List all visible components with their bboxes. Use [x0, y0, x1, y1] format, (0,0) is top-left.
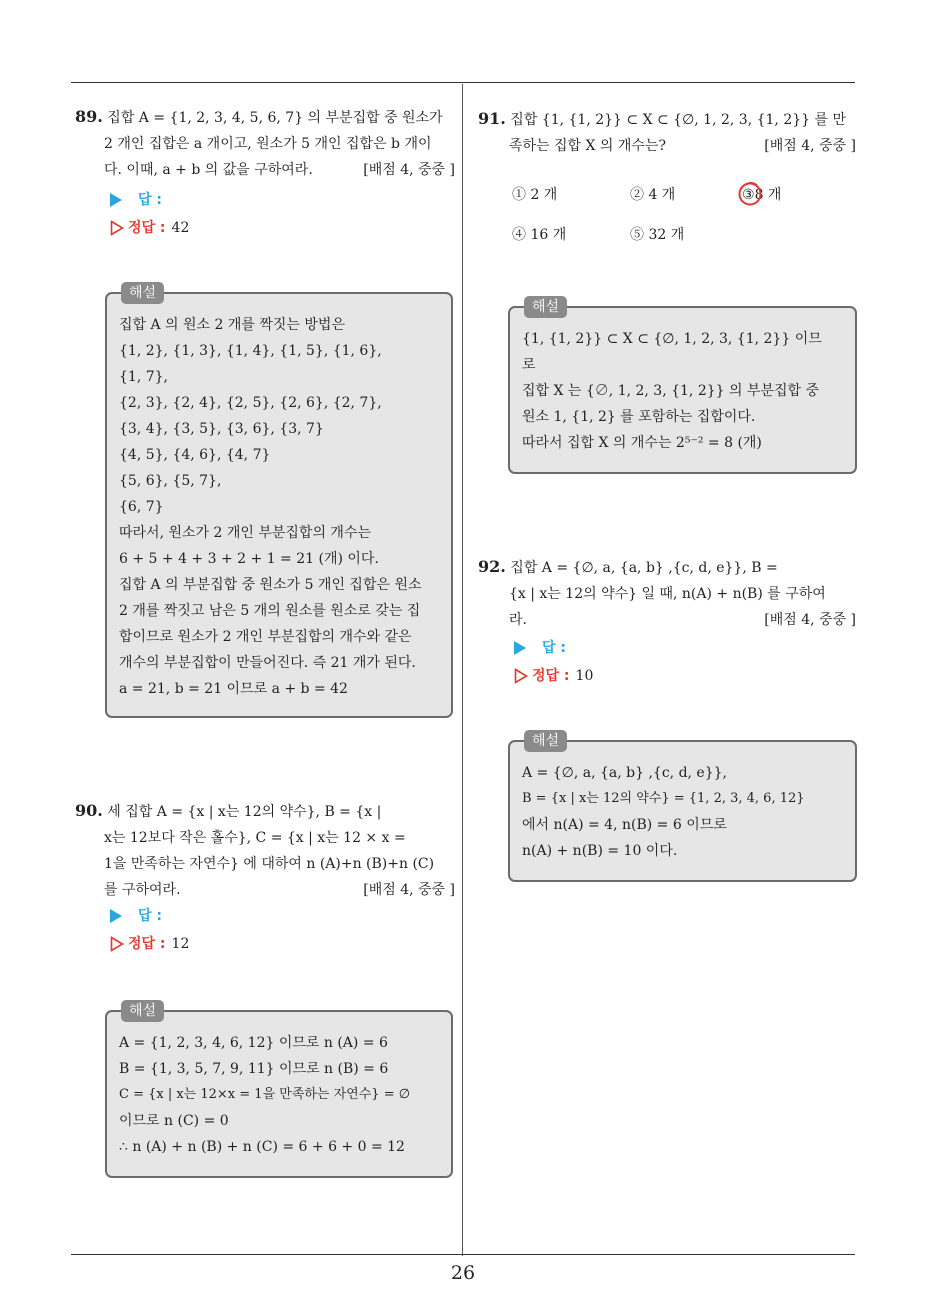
problem-text-line: 다. 이때, a + b 의 값을 구하여라.: [104, 162, 313, 178]
score-meta: [배점 4, 중중 ]: [363, 162, 455, 178]
problem-text-line: 집합 A = {∅, a, {a, b} ,{c, d, e}}, B =: [510, 560, 778, 576]
problem-number: 89.: [75, 107, 103, 126]
explanation-line: 2 개를 짝짓고 남은 5 개의 원소를 원소로 갖는 집: [119, 603, 421, 619]
correct-label: 정답 :: [532, 668, 570, 684]
explanation-line: {1, 7},: [119, 369, 168, 385]
problem-text-line: 집합 {1, {1, 2}} ⊂ X ⊂ {∅, 1, 2, 3, {1, 2}} 를 만: [510, 112, 846, 128]
problem-text-line: 1을 만족하는 자연수} 에 대하여 n (A)+n (B)+n (C): [104, 856, 435, 872]
choice-4[interactable]: [512, 225, 566, 245]
correct-value: 42: [171, 220, 190, 236]
explanation-line: 개수의 부분집합이 만들어진다. 즉 21 개가 된다.: [119, 655, 416, 671]
explanation-box-91: [508, 299, 857, 474]
correct-label: 정답 :: [128, 220, 166, 236]
explanation-line: 따라서 집합 X 의 개수는 2⁵⁻² = 8 (개): [522, 435, 762, 451]
problem-text-line: 2 개인 집합은 a 개이고, 원소가 5 개인 집합은 b 개이: [104, 136, 432, 152]
explanation-line: {5, 6}, {5, 7},: [119, 473, 222, 489]
choice-text: 16 개: [530, 227, 567, 243]
explanation-line: {2, 3}, {2, 4}, {2, 5}, {2, 6}, {2, 7},: [119, 395, 382, 411]
choice-1[interactable]: [512, 185, 557, 205]
explanation-line: B = {1, 3, 5, 7, 9, 11} 이므로 n (B) = 6: [119, 1061, 389, 1077]
problem-90: [75, 798, 455, 903]
correct-answer-row: [110, 218, 189, 238]
explanation-line: 로: [522, 357, 536, 373]
play-outline-icon: [514, 668, 528, 684]
top-rule: [71, 82, 855, 83]
explanation-line: {1, 2}, {1, 3}, {1, 4}, {1, 5}, {1, 6},: [119, 343, 382, 359]
choice-text: 8 개: [754, 187, 782, 203]
score-meta: [배점 4, 중중 ]: [764, 612, 856, 628]
explanation-tag: 해설: [524, 730, 567, 752]
choice-mark: ⑤: [630, 227, 644, 243]
explanation-line: {3, 4}, {3, 5}, {3, 6}, {3, 7}: [119, 421, 324, 437]
problem-92: [478, 554, 856, 633]
problem-text-line: x는 12보다 작은 홀수}, C = {x | x는 12 × x =: [104, 830, 406, 846]
problem-text-line: {x | x는 12의 약수} 일 때, n(A) + n(B) 를 구하여: [509, 586, 826, 602]
explanation-line: a = 21, b = 21 이므로 a + b = 42: [119, 681, 348, 697]
explanation-box-90: [105, 1003, 453, 1178]
explanation-line: {4, 5}, {4, 6}, {4, 7}: [119, 447, 271, 463]
choice-mark: ③: [742, 187, 755, 203]
answer-label: 답 :: [138, 908, 162, 924]
page-number: 26: [450, 1262, 476, 1284]
play-icon: [110, 909, 122, 923]
explanation-box-89: [105, 285, 453, 718]
play-outline-icon: [110, 936, 124, 952]
correct-value: 12: [171, 936, 190, 952]
choice-2[interactable]: [630, 185, 675, 205]
answer-label: 답 :: [138, 192, 162, 208]
explanation-line: C = {x | x는 12×x = 1을 만족하는 자연수} = ∅: [119, 1087, 411, 1102]
explanation-line: A = {1, 2, 3, 4, 6, 12} 이므로 n (A) = 6: [119, 1035, 388, 1051]
explanation-line: ∴ n (A) + n (B) + n (C) = 6 + 6 + 0 = 12: [119, 1139, 405, 1155]
choice-mark: ④: [512, 227, 526, 243]
explanation-box-92: [508, 733, 857, 882]
explanation-line: 에서 n(A) = 4, n(B) = 6 이므로: [522, 817, 727, 833]
explanation-line: 집합 X 는 {∅, 1, 2, 3, {1, 2}} 의 부분집합 중: [522, 383, 820, 399]
answer-row: [110, 906, 162, 926]
answer-label: 답 :: [542, 640, 566, 656]
choice-text: 2 개: [530, 187, 558, 203]
explanation-tag: 해설: [121, 282, 164, 304]
explanation-line: 원소 1, {1, 2} 를 포함하는 집합이다.: [522, 409, 756, 425]
explanation-tag: 해설: [524, 296, 567, 318]
play-icon: [514, 641, 526, 655]
problem-text-line: 집합 A = {1, 2, 3, 4, 5, 6, 7} 의 부분집합 중 원소가: [107, 110, 443, 126]
explanation-tag: 해설: [121, 1000, 164, 1022]
problem-91: [478, 106, 856, 159]
problem-number: 91.: [478, 109, 506, 128]
answer-row: [514, 638, 566, 658]
choice-5[interactable]: [630, 225, 684, 245]
choice-mark: ②: [630, 187, 644, 203]
explanation-line: A = {∅, a, {a, b} ,{c, d, e}},: [522, 765, 727, 781]
explanation-line: B = {x | x는 12의 약수} = {1, 2, 3, 4, 6, 12}: [522, 791, 805, 806]
explanation-line: 따라서, 원소가 2 개인 부분집합의 개수는: [119, 525, 371, 541]
bottom-rule: [71, 1254, 855, 1255]
explanation-line: 집합 A 의 원소 2 개를 짝짓는 방법은: [119, 317, 345, 333]
correct-answer-row: [110, 934, 189, 954]
explanation-line: 6 + 5 + 4 + 3 + 2 + 1 = 21 (개) 이다.: [119, 551, 379, 567]
explanation-line: 집합 A 의 부분집합 중 원소가 5 개인 집합은 원소: [119, 577, 422, 593]
column-divider: [462, 84, 463, 1256]
problem-number: 90.: [75, 801, 103, 820]
problem-text-line: 족하는 집합 X 의 개수는?: [509, 138, 666, 154]
play-icon: [110, 193, 122, 207]
score-meta: [배점 4, 중중 ]: [764, 138, 856, 154]
problem-89: [75, 104, 455, 183]
correct-answer-row: [514, 666, 593, 686]
correct-label: 정답 :: [128, 936, 166, 952]
explanation-line: 이므로 n (C) = 0: [119, 1113, 229, 1129]
explanation-line: {1, {1, 2}} ⊂ X ⊂ {∅, 1, 2, 3, {1, 2}} 이므: [522, 331, 822, 347]
explanation-line: n(A) + n(B) = 10 이다.: [522, 843, 678, 859]
answer-row: [110, 190, 162, 210]
problem-number: 92.: [478, 557, 506, 576]
correct-value: 10: [575, 668, 594, 684]
explanation-line: 합이므로 원소가 2 개인 부분집합의 개수와 같은: [119, 629, 412, 645]
choice-3-selected[interactable]: [742, 185, 781, 205]
problem-text-line: 세 집합 A = {x | x는 12의 약수}, B = {x |: [107, 804, 382, 820]
play-outline-icon: [110, 220, 124, 236]
score-meta: [배점 4, 중중 ]: [363, 882, 455, 898]
problem-text-line: 를 구하여라.: [104, 882, 181, 898]
explanation-line: {6, 7}: [119, 499, 164, 515]
choice-text: 32 개: [648, 227, 685, 243]
selected-circle-icon: [737, 181, 763, 207]
choice-mark: ①: [512, 187, 526, 203]
choices: [512, 185, 852, 245]
choice-text: 4 개: [648, 187, 676, 203]
problem-text-line: 라.: [509, 612, 527, 628]
